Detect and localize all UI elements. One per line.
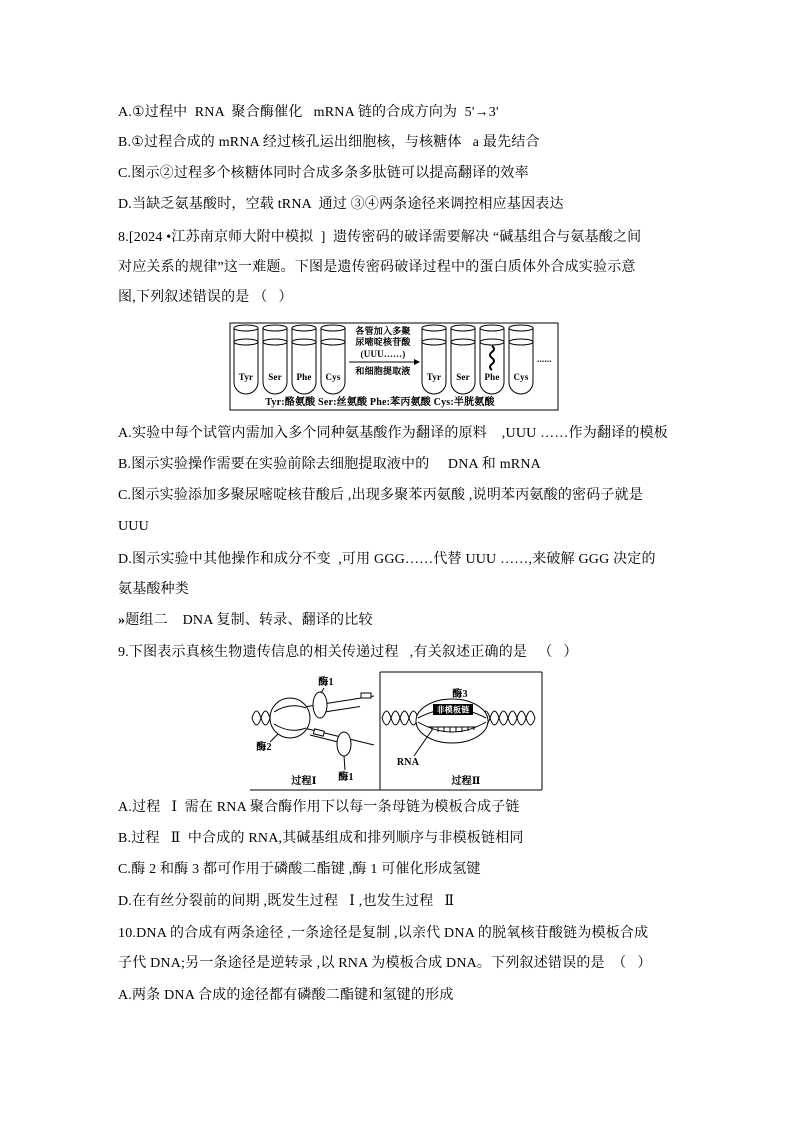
enzyme-1-bottom-label: 酶1: [338, 772, 354, 783]
q8-stem-line-1: 8.[2024 •江苏南京师大附中模拟 ] 遗传密码的破译需要解决 “碱基组合与氨基酸之间: [118, 230, 642, 245]
tube-label: Ser: [268, 372, 282, 382]
leader-line: [270, 734, 278, 742]
enzyme-1-lower-ellipse: [337, 732, 351, 756]
q7-option-a: A.①过程中 RNA 聚合酶催化 mRNA 链的合成方向为 5'→3': [118, 105, 499, 120]
q9-option-b: B.过程 Ⅱ 中合成的 RNA,其碱基组成和排列顺序与非模板链相同: [118, 831, 524, 846]
q10-stem-line-1: 10.DNA 的合成有两条途径 ,一条途径是复制 ,以亲代 DNA 的脱氧核苷酸链为模板合成: [118, 926, 649, 941]
q8-option-b: B.图示实验操作需要在实验前除去细胞提取液中的 DNA 和 mRNA: [118, 457, 541, 472]
ellipsis-text: ......: [537, 354, 552, 364]
test-tube-before-cys: [321, 325, 345, 394]
q8-stem-line-2: 对应关系的规律”这一难题。下图是遗传密码破译过程中的蛋白质体外合成实验示意: [118, 260, 636, 275]
q9-option-d: D.在有丝分裂前的间期 ,既发生过程 Ⅰ ,也发生过程 Ⅱ: [118, 894, 455, 909]
q8-test-tube-figure: [228, 320, 562, 414]
leader-line: [344, 756, 345, 770]
test-tube-after-phe: [480, 325, 504, 394]
process-1-diagram: [252, 675, 374, 787]
q7-option-d: D.当缺乏氨基酸时，空载 tRNA 通过 ③④两条途径来调控相应基因表达: [118, 197, 564, 212]
enzyme-1-top-label: 酶1: [318, 677, 334, 688]
test-tube-before-tyr: [234, 325, 258, 394]
q7-option-b: B.①过程合成的 mRNA 经过核孔运出细胞核，与核糖体 a 最先结合: [118, 135, 540, 150]
arrow-text-line-2: 尿嘧啶核苷酸: [355, 337, 411, 347]
q10-stem-line-2: 子代 DNA;另一条途径是逆转录 ,以 RNA 为模板合成 DNA。下列叙述错误的是 （ ）: [118, 956, 652, 971]
tube-label: Ser: [456, 372, 470, 382]
section-header: [118, 611, 373, 631]
section-marker-icon: »: [118, 613, 126, 628]
section-title: 题组二 DNA 复制、转录、翻译的比较: [125, 613, 373, 628]
primer-fragment-icon: [313, 729, 324, 736]
process-2-label: 过程Ⅱ: [451, 776, 481, 787]
q8-option-d-line-1: D.图示实验中其他操作和成分不变 ,可用 GGG……代替 UUU ……,来破解 GGG 决定的: [118, 552, 656, 567]
test-tube-after-ser: [451, 325, 475, 394]
figure-caption: Tyr:酪氨酸 Ser:丝氨酸 Phe:苯丙氨酸 Cys:半胱氨酸: [265, 397, 495, 408]
q8-stem-line-3: 图,下列叙述错误的是 （ ）: [118, 290, 293, 305]
arrow-text-line-4: 和细胞提取液: [355, 366, 411, 376]
tube-label: Tyr: [238, 372, 254, 382]
tube-label: Cys: [325, 372, 341, 382]
rna-label: RNA: [396, 757, 420, 768]
q9-process-figure: [248, 668, 546, 794]
q10-option-a: A.两条 DNA 合成的途径都有磷酸二酯键和氢键的形成: [118, 988, 454, 1003]
tube-label: Cys: [513, 372, 529, 382]
q9-option-a: A.过程 Ⅰ 需在 RNA 聚合酶作用下以每一条母链为模板合成子链: [118, 800, 520, 815]
tube-label: Phe: [484, 372, 500, 382]
enzyme-2-circle: [270, 698, 310, 738]
arrow-text-line-1: 各管加入多聚: [355, 326, 411, 336]
q8-option-c-line-1: C.图示实验添加多聚尿嘧啶核苷酸后 ,出现多聚苯丙氨酸 ,说明苯丙氨酸的密码子就是: [118, 488, 644, 503]
tube-label: Tyr: [426, 372, 442, 382]
q9-option-c: C.酶 2 和酶 3 都可作用于磷酸二酯键 ,酶 1 可催化形成氢键: [118, 862, 481, 877]
process-arrow: [349, 325, 420, 376]
non-template-label: 非模板链: [436, 705, 470, 715]
tube-label: Phe: [296, 372, 312, 382]
enzyme-2-label: 酶2: [256, 742, 272, 753]
q9-stem: 9.下图表示真核生物遗传信息的相关传递过程 ,有关叙述正确的是 （ ）: [118, 645, 578, 660]
process-1-label: 过程Ⅰ: [291, 776, 317, 787]
primer-fragment-icon: [361, 693, 371, 698]
enzyme-1-upper-ellipse: [313, 692, 327, 718]
daughter-strand-lower: [310, 735, 338, 742]
test-tube-after-cys: [509, 325, 533, 394]
arrow-head-icon: [414, 359, 420, 365]
q8-option-a: A.实验中每个试管内需加入多个同种氨基酸作为翻译的原料 ,UUU ……作为翻译的模板: [118, 426, 668, 441]
process-2-diagram: [382, 687, 535, 787]
arrow-text-line-3: (UUU……): [360, 349, 406, 359]
polypeptide-squiggle-icon: [490, 346, 494, 370]
q8-option-d-line-2: 氨基酸种类: [118, 582, 189, 597]
test-tube-before-phe: [292, 325, 316, 394]
test-tube-before-ser: [263, 325, 287, 394]
test-tube-after-tyr: [422, 325, 446, 394]
q8-option-c-line-2: UUU: [118, 519, 149, 534]
q7-option-c: C.图示②过程多个核糖体同时合成多条多肽链可以提高翻译的效率: [118, 166, 529, 181]
enzyme-3-label: 酶3: [452, 689, 468, 700]
